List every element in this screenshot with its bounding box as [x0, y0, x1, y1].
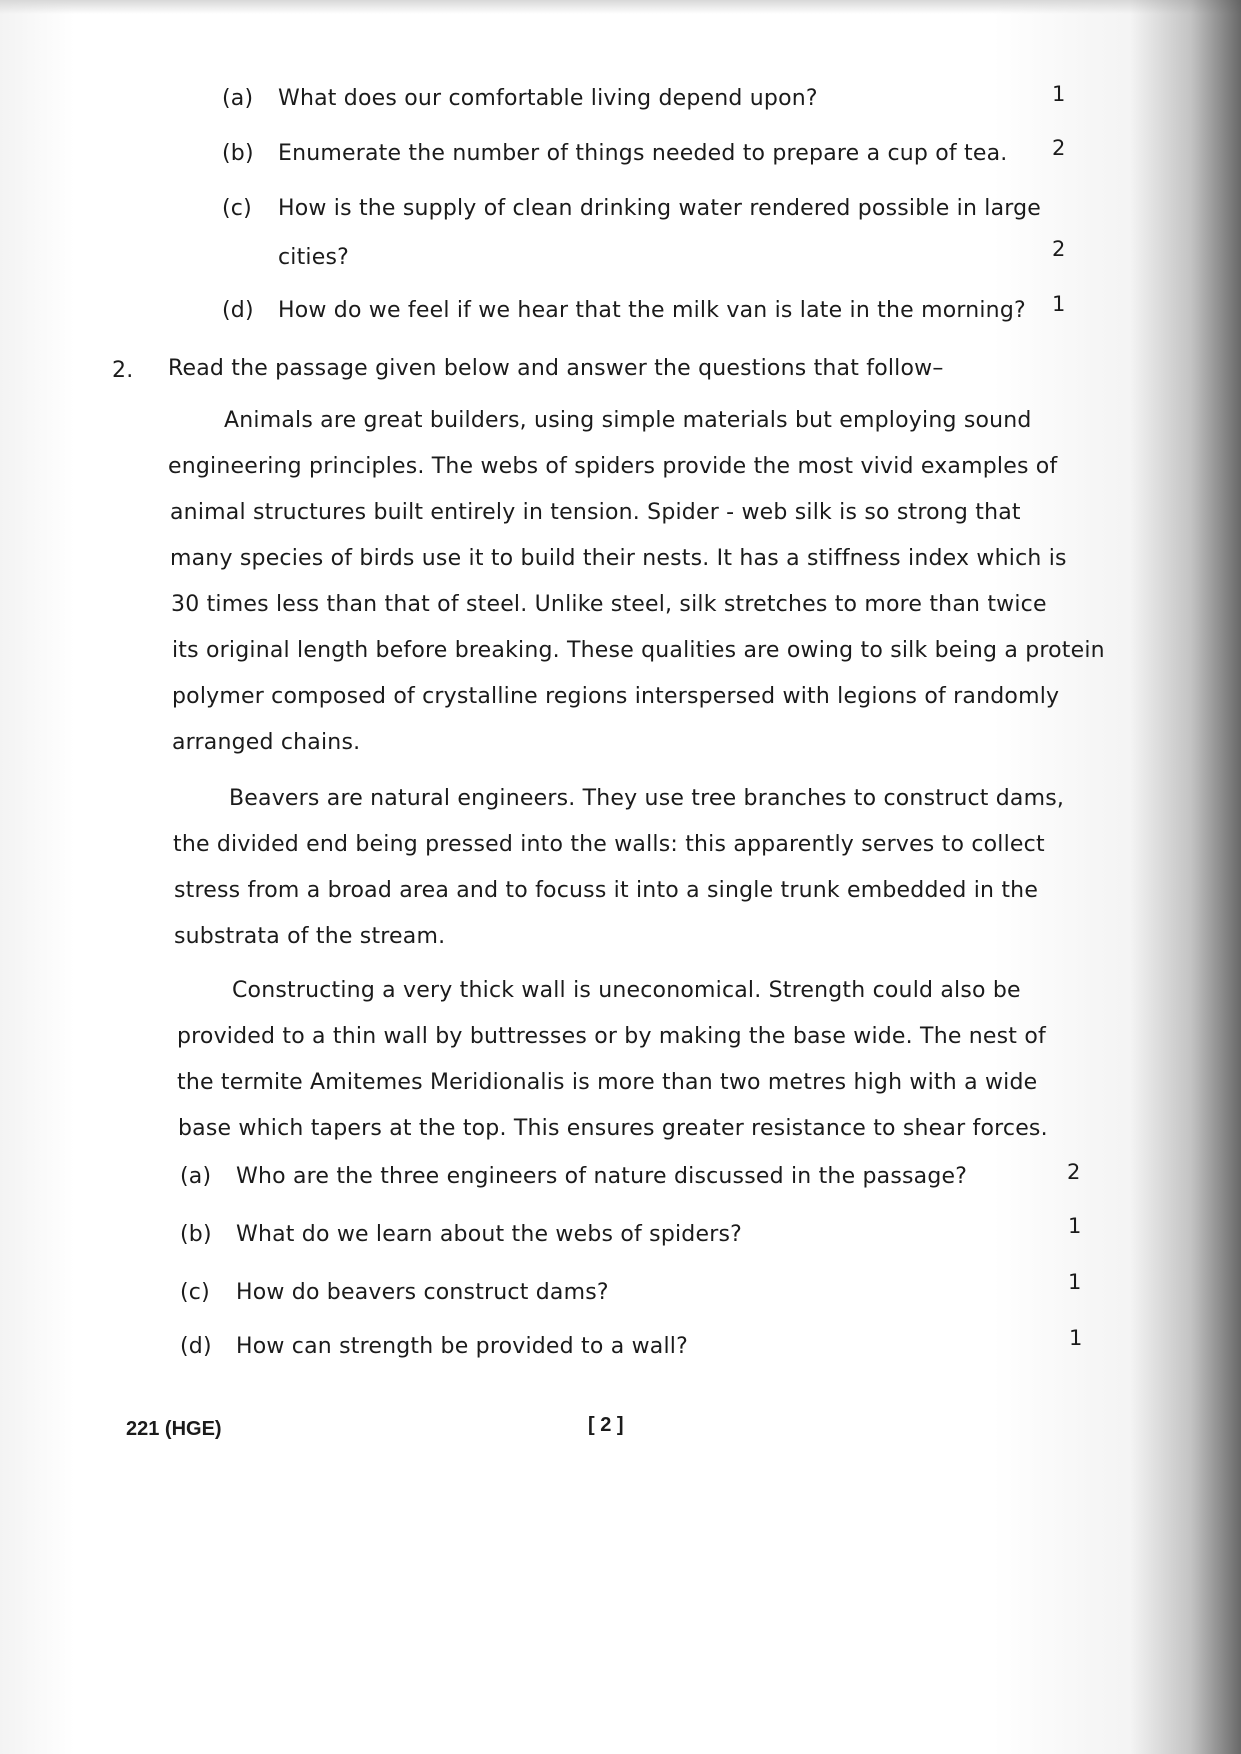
q2-question-c-label: (c)	[180, 1280, 210, 1305]
q1-item-c-marks: 2	[1052, 237, 1066, 261]
q1-item-c-line2	[278, 245, 349, 270]
q2-question-b-label: (b)	[180, 1222, 212, 1247]
q1-item-a-label: (a)	[222, 86, 254, 111]
q1-item-b-label: (b)	[222, 141, 254, 166]
paragraph-1-line-6: its original length before breaking. These qualities are owing to silk being a protein	[172, 638, 1105, 663]
q2-question-c-marks: 1	[1068, 1270, 1082, 1294]
paragraph-3-line-1: Constructing a very thick wall is uneconomical. Strength could also be	[232, 978, 1021, 1003]
paragraph-1-line-1: Animals are great builders, using simple materials but employing sound	[224, 408, 1032, 433]
paragraph-2-line-1: Beavers are natural engineers. They use tree branches to construct dams,	[229, 786, 1065, 811]
paragraph-3-line-2: provided to a thin wall by buttresses or by making the base wide. The nest of	[177, 1024, 1046, 1049]
q1-item-b-text: Enumerate the number of things needed to prepare a cup of tea.	[278, 141, 1008, 166]
q1-item-d-label: (d)	[222, 298, 254, 323]
q2-question-b-marks: 1	[1068, 1214, 1082, 1238]
paragraph-1-line-4: many species of birds use it to build their nests. It has a stiffness index which is	[170, 546, 1067, 571]
q2-question-d-marks: 1	[1069, 1326, 1083, 1350]
q2-question-c-text: How do beavers construct dams?	[236, 1280, 609, 1305]
scan-top-shade	[0, 0, 1241, 14]
q2-instruction: Read the passage given below and answer the questions that follow–	[168, 356, 944, 381]
paragraph-3-line-3: the termite Amitemes Meridionalis is more than two metres high with a wide	[177, 1070, 1038, 1095]
q2-question-a-label: (a)	[180, 1164, 212, 1189]
q1-item-a-text: What does our comfortable living depend upon?	[278, 86, 818, 111]
q1-item-c-text: How is the supply of clean drinking water rendered possible in large	[278, 196, 1042, 221]
paragraph-3-line-4: base which tapers at the top. This ensures greater resistance to shear forces.	[178, 1116, 1048, 1141]
paragraph-1-line-5: 30 times less than that of steel. Unlike steel, silk stretches to more than twice	[171, 592, 1047, 617]
paper-code: 221 (HGE)	[126, 1418, 222, 1440]
paragraph-1-line-7: polymer composed of crystalline regions interspersed with legions of randomly	[172, 684, 1060, 709]
q2-question-a-text: Who are the three engineers of nature discussed in the passage?	[236, 1164, 968, 1189]
q1-item-c-text-2: cities?	[278, 245, 350, 270]
page-number: [ 2 ]	[588, 1414, 624, 1436]
q1-item-c-label: (c)	[222, 196, 252, 221]
paragraph-2-line-3: stress from a broad area and to focuss it into a single trunk embedded in the	[174, 878, 1039, 903]
paragraph-2-line-4: substrata of the stream.	[174, 924, 446, 949]
q1-item-a-marks: 1	[1052, 82, 1066, 106]
q2-question-b-text: What do we learn about the webs of spiders?	[236, 1222, 742, 1247]
paragraph-1-line-2: engineering principles. The webs of spiders provide the most vivid examples of	[168, 454, 1058, 479]
q2-question-d-label: (d)	[180, 1334, 212, 1359]
q1-item-d-marks: 1	[1052, 292, 1066, 316]
paragraph-1-line-8: arranged chains.	[172, 730, 361, 755]
q2-number: 2.	[112, 358, 134, 383]
scan-edge-shadow	[1130, 0, 1241, 1754]
paragraph-2-line-2: the divided end being pressed into the walls: this apparently serves to collect	[173, 832, 1045, 857]
paragraph-1-line-3: animal structures built entirely in tension. Spider - web silk is so strong that	[170, 500, 1021, 525]
q2-question-d-text: How can strength be provided to a wall?	[236, 1334, 688, 1359]
q2-question-a-marks: 2	[1067, 1160, 1081, 1184]
q1-item-b-marks: 2	[1052, 136, 1066, 160]
q1-item-d-text: How do we feel if we hear that the milk van is late in the morning?	[278, 298, 1026, 323]
